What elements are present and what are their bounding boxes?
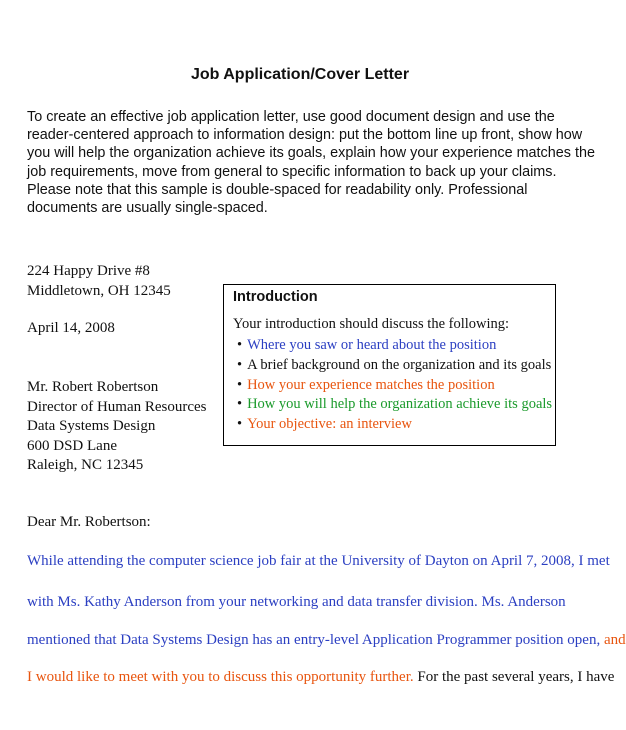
callout-bullet-list <box>237 336 552 435</box>
callout-lead: Your introduction should discuss the following: <box>233 316 510 332</box>
date-text: April 14, 2008 <box>27 320 115 336</box>
bullet-icon: • <box>237 356 243 373</box>
bullet-icon: • <box>237 376 243 393</box>
intro-line: job requirements, move from general to specific information to back up your claims. <box>27 163 557 180</box>
intro-line: you will help the organization achieve its goals, explain how your experience matches the <box>27 145 595 162</box>
body-text-blue: mentioned that Data Systems Design has an entry-level Application Programmer position open, <box>27 632 604 648</box>
body-text-black: For the past several years, I have <box>413 669 615 685</box>
intro-line: Please note that this sample is double-spaced for readability only. Professional <box>27 181 528 198</box>
callout-title: Introduction <box>233 289 318 305</box>
body-line <box>27 669 614 686</box>
bullet-text: How you will help the organization achieve its goals <box>247 396 553 413</box>
intro-paragraph <box>27 108 595 217</box>
recipient-line: Raleigh, NC 12345 <box>27 457 144 473</box>
recipient-address <box>27 378 207 476</box>
introduction-callout-box <box>223 284 556 446</box>
bullet-text: A brief background on the organization and its goals <box>247 356 552 373</box>
bullet-text: Where you saw or heard about the position <box>247 337 497 353</box>
address-line: Middletown, OH 12345 <box>27 282 171 299</box>
intro-line: documents are usually single-spaced. <box>27 200 268 217</box>
body-text-orange: and <box>603 632 626 648</box>
bullet-text: Your objective: an interview <box>247 416 412 433</box>
bullet-text: How your experience matches the position <box>247 376 495 393</box>
bullet-icon: • <box>237 416 243 433</box>
recipient-line: Director of Human Resources <box>27 398 207 415</box>
body-text-orange: I would like to meet with you to discuss this opportunity further. <box>27 669 414 685</box>
callout-bullet-item <box>237 395 552 415</box>
callout-bullet-item <box>237 376 552 396</box>
bullet-icon: • <box>237 337 243 353</box>
page-title: Job Application/Cover Letter <box>190 66 410 83</box>
callout-bullet-item <box>237 415 552 435</box>
recipient-line: 600 DSD Lane <box>27 437 117 454</box>
recipient-line: Mr. Robert Robertson <box>27 379 159 395</box>
body-line: While attending the computer science job fair at the University of Dayton on April 7, 2008, I met <box>27 553 610 569</box>
body-line <box>27 632 626 649</box>
salutation: Dear Mr. Robertson: <box>27 514 151 530</box>
sender-address <box>27 262 171 301</box>
letter-date <box>27 319 115 339</box>
intro-line: To create an effective job application letter, use good document design and use the <box>27 109 555 125</box>
bullet-icon: • <box>237 396 243 413</box>
address-line: 224 Happy Drive #8 <box>27 263 150 279</box>
callout-bullet-item <box>237 336 552 356</box>
body-line: with Ms. Kathy Anderson from your networking and data transfer division. Ms. Anderson <box>27 594 566 610</box>
intro-line: reader-centered approach to information design: put the bottom line up front, show how <box>27 127 583 144</box>
callout-bullet-item <box>237 356 552 376</box>
recipient-line: Data Systems Design <box>27 418 156 434</box>
